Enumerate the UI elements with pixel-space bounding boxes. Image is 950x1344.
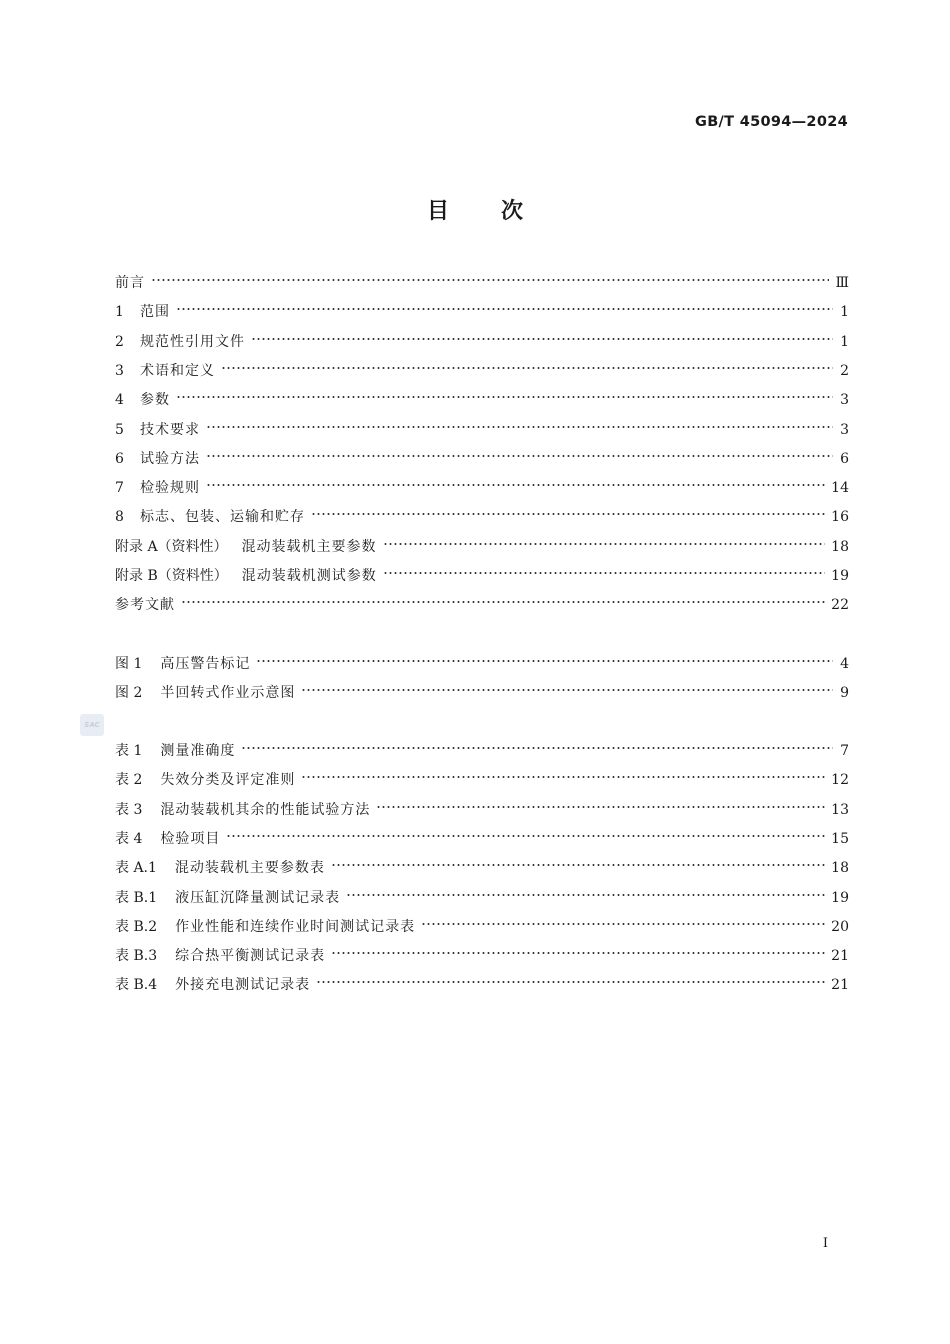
- entry-number: 表 B.2: [115, 918, 158, 935]
- toc-entry[interactable]: [115, 536, 849, 558]
- entry-page-number: 15: [831, 830, 849, 847]
- toc-entry[interactable]: [115, 419, 849, 441]
- entry-number: 表 3: [115, 801, 143, 818]
- entry-page-number: 3: [840, 392, 849, 409]
- toc-entry[interactable]: [115, 565, 849, 587]
- table-entry[interactable]: [115, 740, 849, 762]
- entry-page-number: 19: [831, 568, 849, 584]
- entry-label: 混动装载机主要参数表: [174, 860, 325, 877]
- entry-label: 混动装载机主要参数: [241, 538, 377, 555]
- table-entry[interactable]: [115, 887, 849, 909]
- entry-page-number: 3: [840, 421, 849, 438]
- toc-entry[interactable]: [115, 594, 849, 616]
- toc-entry[interactable]: [115, 360, 849, 382]
- standard-code: GB/T 45094—2024: [695, 114, 848, 130]
- entry-number: 5: [115, 421, 124, 438]
- dot-leader: [226, 833, 825, 839]
- dot-leader: [176, 394, 833, 400]
- entry-page-number: 1: [840, 333, 849, 350]
- dot-leader: [301, 774, 825, 780]
- entry-label: 检验规则: [140, 480, 200, 497]
- dot-leader: [346, 892, 825, 898]
- entry-number: 表 B.4: [115, 977, 158, 994]
- dot-leader: [241, 745, 833, 751]
- entry-label: 试验方法: [140, 450, 200, 467]
- entry-page-number: 1: [840, 304, 849, 321]
- entry-page-number: 4: [840, 656, 849, 672]
- entry-number: 图 2: [115, 685, 143, 701]
- entry-label: 规范性引用文件: [140, 333, 245, 350]
- toc-entry[interactable]: [115, 448, 849, 470]
- entry-label: 参数: [140, 392, 170, 409]
- entry-page-number: 21: [831, 948, 849, 965]
- dot-leader: [316, 979, 825, 985]
- entry-page-number: Ⅲ: [835, 275, 849, 291]
- entry-label: 失效分类及评定准则: [160, 772, 296, 789]
- entry-page-number: 13: [831, 801, 849, 818]
- entry-label: 标志、包装、运输和贮存: [140, 509, 305, 526]
- table-entry[interactable]: [115, 945, 849, 967]
- dot-leader: [256, 658, 833, 664]
- entry-number: 附录 A（资料性）: [115, 538, 228, 555]
- entry-number: 8: [115, 509, 124, 526]
- entry-label: 高压警告标记: [160, 656, 251, 672]
- entry-number: 表 1: [115, 743, 143, 759]
- dot-leader: [251, 336, 833, 342]
- entry-page-number: 19: [831, 889, 849, 906]
- entry-page-number: 9: [840, 685, 849, 701]
- dot-leader: [383, 541, 826, 547]
- dot-leader: [301, 687, 833, 693]
- dot-leader: [206, 482, 825, 488]
- figure-entry[interactable]: [115, 682, 849, 704]
- entry-number: 附录 B（资料性）: [115, 568, 228, 584]
- table-entry[interactable]: [115, 974, 849, 996]
- dot-leader: [176, 306, 833, 312]
- dot-leader: [311, 511, 825, 517]
- page-folio: I: [822, 1236, 828, 1251]
- entry-label: 范围: [140, 304, 170, 321]
- entry-label: 液压缸沉降量测试记录表: [175, 889, 341, 906]
- entry-label: 外接充电测试记录表: [175, 977, 311, 994]
- table-entry[interactable]: [115, 916, 849, 938]
- table-entry[interactable]: [115, 799, 849, 821]
- entry-number: 图 1: [115, 656, 143, 672]
- entry-label: 测量准确度: [160, 743, 236, 759]
- dot-leader: [181, 599, 825, 605]
- entry-number: 表 B.3: [115, 948, 158, 965]
- entry-number: 1: [115, 304, 124, 321]
- entry-page-number: 16: [831, 509, 849, 526]
- entry-number: 表 2: [115, 772, 143, 789]
- sac-watermark-logo: SAC: [80, 714, 104, 736]
- entry-label: 参考文献: [115, 597, 175, 614]
- dot-leader: [376, 804, 825, 810]
- entry-page-number: 6: [840, 450, 849, 467]
- entry-number: 4: [115, 392, 124, 409]
- entry-label: 技术要求: [140, 421, 200, 438]
- entry-label: 混动装载机测试参数: [241, 568, 377, 584]
- entry-number: 3: [115, 362, 124, 379]
- dot-leader: [151, 277, 829, 283]
- toc-entry[interactable]: [115, 301, 849, 323]
- table-entry[interactable]: [115, 828, 849, 850]
- table-entry[interactable]: [115, 769, 849, 791]
- entry-page-number: 2: [840, 362, 849, 379]
- toc-entry[interactable]: [115, 331, 849, 353]
- toc-entry[interactable]: [115, 272, 849, 294]
- page-title: 目次: [426, 199, 575, 224]
- entry-label: 综合热平衡测试记录表: [175, 948, 326, 965]
- entry-number: 2: [115, 333, 124, 350]
- toc-entry[interactable]: [115, 477, 849, 499]
- dot-leader: [331, 950, 825, 956]
- dot-leader: [206, 424, 833, 430]
- entry-page-number: 22: [831, 597, 849, 614]
- dot-leader: [383, 570, 825, 576]
- dot-leader: [421, 921, 825, 927]
- entry-page-number: 14: [831, 480, 849, 497]
- entry-page-number: 7: [840, 743, 849, 759]
- entry-label: 混动装载机其余的性能试验方法: [160, 801, 371, 818]
- entry-page-number: 18: [831, 538, 849, 555]
- entry-label: 半回转式作业示意图: [160, 685, 296, 701]
- entry-page-number: 21: [831, 977, 849, 994]
- entry-label: 作业性能和连续作业时间测试记录表: [175, 918, 416, 935]
- entry-number: 表 A.1: [115, 860, 157, 877]
- toc-entry[interactable]: [115, 506, 849, 528]
- entry-number: 7: [115, 480, 124, 497]
- entry-number: 6: [115, 450, 124, 467]
- entry-number: 表 4: [115, 830, 143, 847]
- entry-number: 表 B.1: [115, 889, 158, 906]
- entry-page-number: 18: [831, 860, 849, 877]
- entry-label: 检验项目: [160, 830, 221, 847]
- entry-label: 前言: [115, 275, 145, 291]
- figure-entry[interactable]: [115, 653, 849, 675]
- dot-leader: [221, 365, 833, 371]
- table-entry[interactable]: [115, 857, 849, 879]
- toc-entry[interactable]: [115, 389, 849, 411]
- entry-page-number: 12: [831, 772, 849, 789]
- dot-leader: [331, 862, 825, 868]
- entry-label: 术语和定义: [140, 362, 215, 379]
- dot-leader: [206, 453, 833, 459]
- entry-page-number: 20: [831, 918, 849, 935]
